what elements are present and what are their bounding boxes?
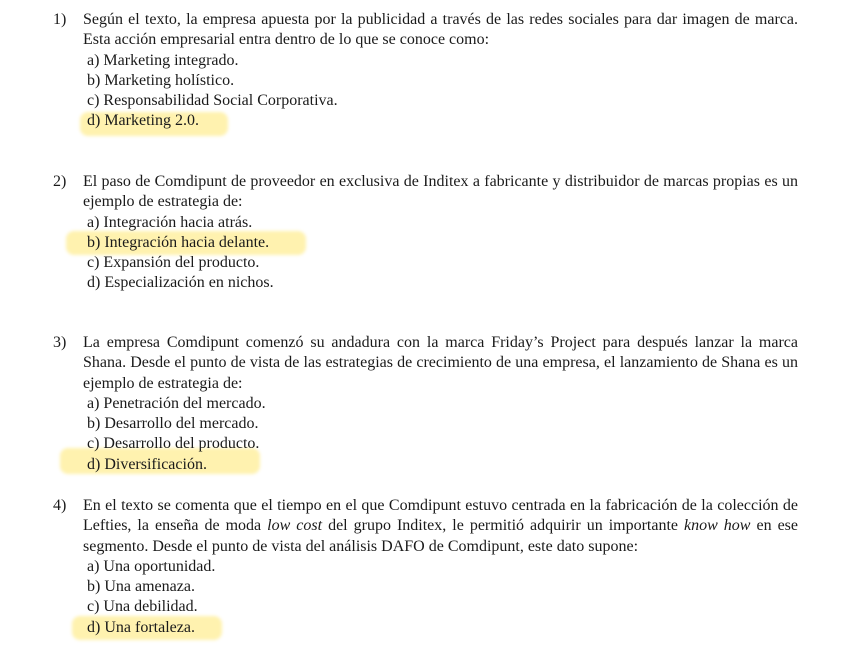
option-b-highlighted: b) Integración hacia delante. xyxy=(87,233,270,251)
question-text-part: En el texto se comenta que el tiempo en el que Comdipunt estuvo centrada en la fabricación de la colección de Lefties, la enseña de moda xyxy=(83,497,798,535)
option-a: a) Una oportunidad. xyxy=(87,557,216,575)
question-text-part: en ese segmento. Desde el punto de vista del análisis DAFO de Comdipunt, este dato supone: xyxy=(83,517,799,555)
question-text: El paso de Comdipunt de proveedor en exclusiva de Inditex a fabricante y distribuidor de marcas propias es un ejemplo de estrategia de: xyxy=(83,173,798,211)
italic-term-low-cost: low cost xyxy=(267,517,323,535)
option-a: a) Penetración del mercado. xyxy=(87,394,266,412)
option-c: c) Expansión del producto. xyxy=(87,254,260,272)
question-number: 2) xyxy=(53,173,67,190)
question-text: Según el texto, la empresa apuesta por la publicidad a través de las redes sociales para dar imagen de marca. Esta acción empresarial entra dentro de lo que se conoce como: xyxy=(83,11,798,49)
question-2 xyxy=(53,172,798,294)
option-b: b) Marketing holístico. xyxy=(87,71,235,89)
italic-term-know-how: know how xyxy=(684,517,751,535)
option-b: b) Una amenaza. xyxy=(87,578,195,596)
question-number: 3) xyxy=(53,334,67,351)
question-4 xyxy=(53,496,798,638)
question-number: 4) xyxy=(53,497,67,514)
question-3 xyxy=(53,333,798,475)
option-d-highlighted: d) Diversificación. xyxy=(87,455,207,473)
question-text-part: del grupo Inditex, le permitió adquirir un importante xyxy=(322,517,685,535)
option-d-highlighted: d) Una fortaleza. xyxy=(87,618,195,636)
question-text: La empresa Comdipunt comenzó su andadura con la marca Friday’s Project para después lanzar la marca Shana. Desde el punto de vista de las estrategias de crecimiento de una empresa, el lanzamiento de Shana es un ejemplo de estrategia de: xyxy=(83,334,798,392)
question-number: 1) xyxy=(53,11,67,28)
option-c: c) Responsabilidad Social Corporativa. xyxy=(87,92,338,110)
option-a: a) Integración hacia atrás. xyxy=(87,213,253,231)
option-d-highlighted: d) Marketing 2.0. xyxy=(87,112,199,130)
option-c: c) Desarrollo del producto. xyxy=(87,435,260,453)
option-a: a) Marketing integrado. xyxy=(87,51,239,69)
question-1 xyxy=(53,10,798,132)
question-text xyxy=(83,496,798,557)
option-d: d) Especialización en nichos. xyxy=(87,274,274,292)
option-c: c) Una debilidad. xyxy=(87,598,198,616)
option-b: b) Desarrollo del mercado. xyxy=(87,415,259,433)
